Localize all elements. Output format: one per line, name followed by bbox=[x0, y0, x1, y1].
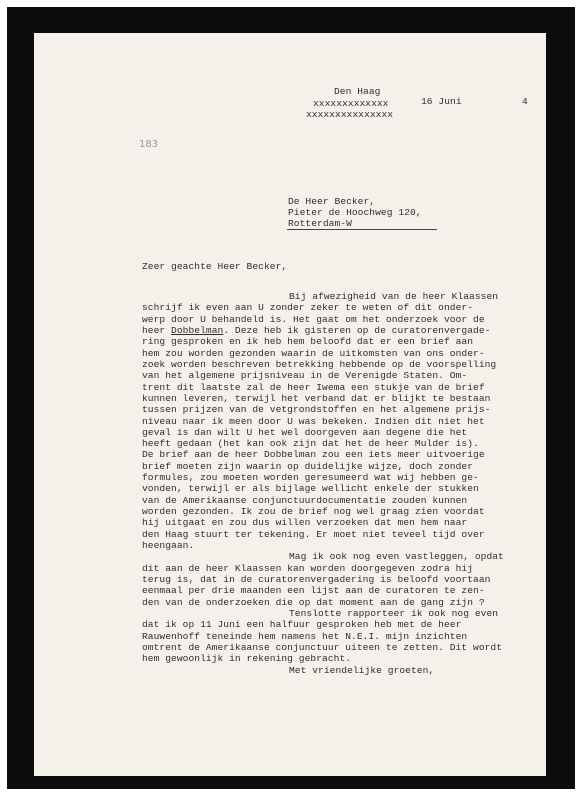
pencil-annotation: 183 bbox=[139, 139, 159, 150]
body-line bbox=[142, 597, 485, 608]
body-line-text: heengaan. bbox=[142, 540, 195, 552]
body-line-text: Rauwenhoff teneinde hem namens het N.E.I. mijn inzichten bbox=[142, 630, 468, 642]
body-line bbox=[142, 653, 351, 664]
body-line-text: worden gezonden. Ik zou de brief nog wel graag zien voordat bbox=[142, 506, 485, 518]
body-line bbox=[142, 619, 461, 630]
body-line bbox=[289, 291, 498, 302]
body-line-text: eenmaal per drie maanden een lijst aan de curatoren te zen- bbox=[142, 585, 485, 597]
body-line-text: heeft gedaan (het kan ook zijn dat het de heer Mulder is). bbox=[142, 438, 479, 450]
body-line-text: werp door U behandeld is. Het gaat om het onderzoek voor de bbox=[142, 313, 485, 325]
body-line-text: van de Amerikaanse conjunctuurdocumentatie zouden kunnen bbox=[142, 494, 468, 506]
body-line-text: De brief aan de heer Dobbelman zou een iets meer uitvoerige bbox=[142, 449, 485, 461]
body-line bbox=[142, 348, 485, 359]
body-line bbox=[142, 483, 479, 494]
body-line-text: hij uitgaat en zou dus willen verzoeken dat men hem naar bbox=[142, 517, 468, 529]
address-name: De Heer Becker, bbox=[288, 196, 376, 207]
body-line bbox=[142, 427, 467, 438]
body-line bbox=[142, 540, 194, 551]
body-line bbox=[142, 506, 485, 517]
body-line-text: den Haag stuurt ter tekening. Er moet niet teveel tijd over bbox=[142, 528, 485, 540]
body-line bbox=[289, 551, 504, 562]
body-line-text: Met vriendelijke groeten, bbox=[289, 664, 435, 676]
address-street: Pieter de Hoochweg 120, bbox=[288, 207, 422, 218]
salutation: Zeer geachte Heer Becker, bbox=[142, 261, 288, 272]
header-date: 16 Juni bbox=[421, 96, 462, 107]
body-line bbox=[142, 642, 502, 653]
header-strikeout-1: xxxxxxxxxxxxx bbox=[313, 98, 389, 109]
body-line-text: geval is dan wilt U het wel doorgeven aan degene die het bbox=[142, 426, 468, 438]
body-line bbox=[142, 574, 490, 585]
body-line-text: niveau naar ik meen door U was bekeken. Indien dit niet het bbox=[142, 415, 485, 427]
header-place: Den Haag bbox=[334, 86, 381, 97]
body-line-text: heer bbox=[142, 324, 172, 336]
body-line-text: trent dit laatste zal de heer Iwema een stukje van de brief bbox=[142, 381, 485, 393]
page-number: 4 bbox=[522, 96, 528, 107]
body-line bbox=[142, 449, 485, 460]
body-line bbox=[142, 302, 473, 313]
body-line bbox=[142, 585, 485, 596]
body-line-text: ring gesproken en ik heb hem beloofd dat er een brief aan bbox=[142, 336, 474, 348]
body-line bbox=[142, 529, 485, 540]
body-line bbox=[142, 461, 473, 472]
body-line-text: formules, zou moeten worden geresumeerd wat wij hebben ge- bbox=[142, 472, 479, 484]
body-line-text: brief moeten zijn waarin op duidelijke wijze, doch zonder bbox=[142, 460, 474, 472]
body-line bbox=[142, 359, 496, 370]
body-line bbox=[289, 608, 498, 619]
body-line bbox=[142, 404, 490, 415]
body-line bbox=[142, 370, 467, 381]
address-city: Rotterdam-W bbox=[288, 218, 352, 229]
body-line-text: dat ik op 11 Juni een halfuur gesproken heb met de heer bbox=[142, 619, 462, 631]
body-line-text: van het algemene prijsniveau in de Verenigde Staten. Om- bbox=[142, 370, 468, 382]
body-line bbox=[142, 472, 479, 483]
body-line-text: Tenslotte rapporteer ik ook nog even bbox=[289, 607, 499, 619]
body-line-text: terug is, dat in de curatorenvergadering is beloofd voortaan bbox=[142, 574, 491, 585]
body-line-text: omtrent de Amerikaanse conjunctuur uiteen te zetten. Dit wordt bbox=[142, 641, 503, 653]
body-line-text: tussen prijzen van de vetgrondstoffen en het algemene prijs- bbox=[142, 404, 491, 416]
body-line-text: hem gewoonlijk in rekening gebracht. bbox=[142, 653, 352, 665]
body-line-text: vonden, terwijl er als bijlage wellicht enkele der stukken bbox=[142, 483, 479, 495]
body-line-text: den van de onderzoeken die op dat moment aan de gang zijn ? bbox=[142, 596, 485, 608]
body-line-text: schrijf ik even aan U zonder zeker te weten of dit onder- bbox=[142, 302, 474, 314]
body-line-text: hem zou worden gezonden waarin de uitkomsten van ons onder- bbox=[142, 347, 485, 359]
body-line bbox=[142, 314, 485, 325]
body-line-text: Bij afwezigheid van de heer Klaassen bbox=[289, 291, 499, 302]
underlined-name: Dobbelman bbox=[171, 324, 224, 336]
body-line bbox=[142, 631, 467, 642]
body-line bbox=[142, 517, 467, 528]
body-line bbox=[142, 325, 490, 336]
body-line bbox=[142, 393, 490, 404]
body-line-text: zoek worden beschreven betrekking hebbende op de voorspelling bbox=[142, 358, 497, 370]
header-strikeout-2: xxxxxxxxxxxxxxx bbox=[306, 109, 394, 120]
body-line bbox=[289, 665, 434, 676]
body-line bbox=[142, 438, 479, 449]
body-line-text: kunnen leveren, terwijl het verband dat er blijkt te bestaan bbox=[142, 392, 491, 404]
body-line bbox=[142, 495, 467, 506]
body-line bbox=[142, 416, 485, 427]
body-line-text-continued: . Deze heb ik gisteren op de curatorenvergade- bbox=[223, 324, 491, 336]
body-line-text: dit aan de heer Klaassen kan worden doorgegeven zodra hij bbox=[142, 562, 474, 574]
body-line bbox=[142, 563, 473, 574]
body-line-text: Mag ik ook nog even vastleggen, opdat bbox=[289, 551, 504, 563]
body-line bbox=[142, 336, 473, 347]
body-line bbox=[142, 382, 485, 393]
